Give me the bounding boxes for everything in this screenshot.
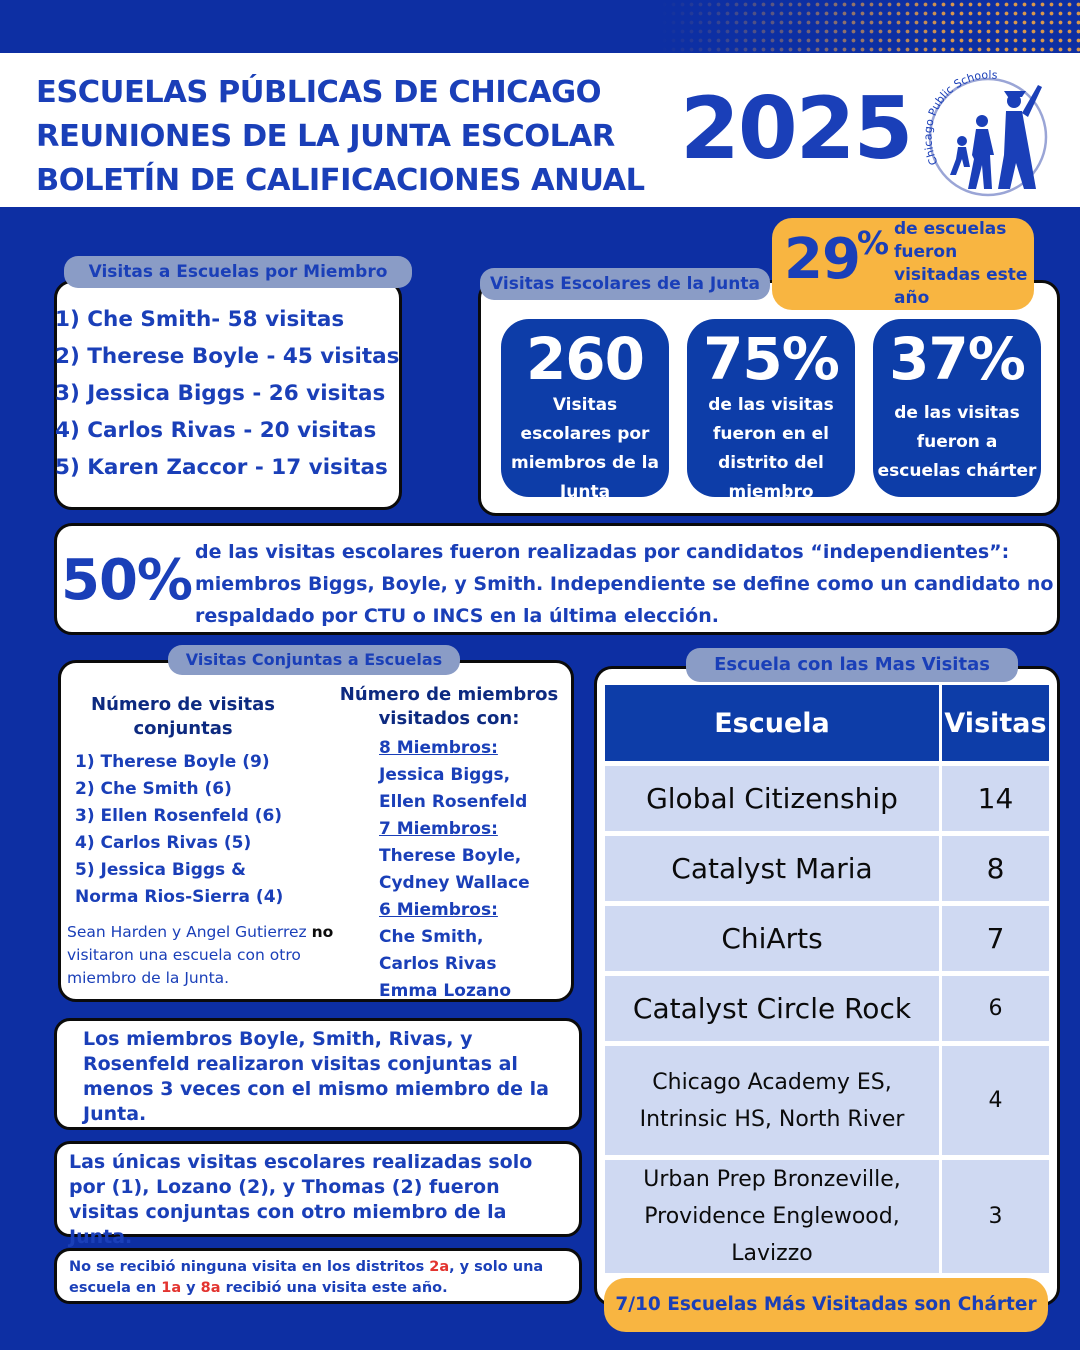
list-item: Therese Boyle, bbox=[379, 846, 522, 866]
joint-members-header: Número de miembros visitados con: bbox=[339, 684, 559, 729]
list-item: Carlos Rivas bbox=[379, 954, 497, 974]
note-box-1: Los miembros Boyle, Smith, Rivas, y Rosenfeld realizaron visitas conjuntas al menos 3 veces con el mismo miembro de la Junta. bbox=[54, 1018, 582, 1130]
dot-pattern bbox=[660, 0, 1080, 53]
header bbox=[0, 53, 1080, 207]
table-row bbox=[605, 831, 1049, 901]
top-band bbox=[0, 0, 1080, 53]
list-item: 4) Carlos Rivas (5) bbox=[75, 833, 252, 853]
school-cell: Urban Prep Bronzeville, Providence Englewood, Lavizzo bbox=[605, 1155, 939, 1273]
list-item: 4) Carlos Rivas - 20 visitas bbox=[55, 418, 377, 443]
list-item: Emma Lozano bbox=[379, 981, 512, 1001]
list-item: 2) Che Smith (6) bbox=[75, 779, 232, 799]
no-joint-note bbox=[67, 921, 367, 990]
stat-text: de las visitas fueron en el distrito del miembro bbox=[708, 395, 834, 502]
top-schools-box bbox=[594, 666, 1060, 1306]
title-line-2: REUNIONES DE LA JUNTA ESCOLAR bbox=[36, 119, 615, 154]
stat-value: 260 bbox=[525, 325, 645, 393]
visits-cell: 7 bbox=[939, 901, 1049, 971]
note3-g: recibió una visita este año. bbox=[220, 1280, 448, 1296]
independent-text: de las visitas escolares fueron realizadas por candidatos “independientes”: miembros Biggs, Boyle, y Smith. Independiente se define como un candidato no respaldado por CTU o INCS en la última elección. bbox=[195, 541, 1054, 627]
stat-card bbox=[687, 319, 855, 502]
joint-members-list bbox=[379, 735, 530, 1005]
member-visits-label: Visitas a Escuelas por Miembro bbox=[64, 256, 412, 288]
list-item: Cydney Wallace bbox=[379, 873, 530, 893]
cps-logo-icon bbox=[918, 63, 1058, 203]
table-row bbox=[605, 971, 1049, 1041]
list-item: 5) Karen Zaccor - 17 visitas bbox=[55, 455, 388, 480]
note3-a: No se recibió ninguna visita en los distritos bbox=[69, 1259, 430, 1275]
list-item: 3) Ellen Rosenfeld (6) bbox=[75, 806, 283, 826]
visits-cell: 3 bbox=[939, 1155, 1049, 1273]
note3-e: y bbox=[181, 1280, 201, 1296]
list-item: 5) Jessica Biggs & bbox=[75, 860, 246, 880]
list-item: 3) Jessica Biggs - 26 visitas bbox=[55, 381, 386, 406]
group-heading: 7 Miembros: bbox=[379, 819, 498, 839]
note-box-3 bbox=[54, 1248, 582, 1304]
badge-text: de escuelas fueron visitadas este año bbox=[894, 219, 1028, 308]
visits-cell: 4 bbox=[939, 1041, 1049, 1155]
district-1a: 1a bbox=[161, 1280, 182, 1296]
stat-card bbox=[873, 319, 1041, 497]
stat-value: 37% bbox=[889, 325, 1025, 393]
stat-value: 75% bbox=[703, 325, 839, 393]
list-item: 2) Therese Boyle - 45 visitas bbox=[55, 344, 400, 369]
badge-value: 29 bbox=[784, 227, 860, 292]
table-row bbox=[605, 1041, 1049, 1155]
board-visits-label: Visitas Escolares de la Junta bbox=[480, 268, 770, 300]
note-bold: no bbox=[311, 923, 334, 941]
school-cell: Global Citizenship bbox=[605, 761, 939, 831]
list-item: 1) Che Smith- 58 visitas bbox=[55, 307, 345, 332]
badge-percent: % bbox=[857, 224, 890, 262]
member-visits-box bbox=[54, 280, 402, 510]
top-schools-table bbox=[605, 685, 1049, 1273]
stat-text: Visitas escolares por miembros de la Junta bbox=[511, 395, 659, 502]
group-heading: 6 Miembros: bbox=[379, 900, 498, 920]
member-visits-list bbox=[55, 283, 399, 486]
charter-badge: 7/10 Escuelas Más Visitadas son Chárter bbox=[604, 1278, 1048, 1332]
top-schools-label: Escuela con las Mas Visitas bbox=[686, 648, 1018, 682]
table-header-row bbox=[605, 685, 1049, 761]
board-visits-box bbox=[478, 280, 1060, 516]
independent-box bbox=[54, 523, 1060, 635]
visits-cell: 8 bbox=[939, 831, 1049, 901]
list-item: Jessica Biggs, bbox=[379, 765, 511, 785]
title-line-3: BOLETÍN DE CALIFICACIONES ANUAL bbox=[36, 163, 645, 198]
visits-column-header: Visitas bbox=[939, 685, 1049, 761]
stat-text: de las visitas fueron a escuelas chárter bbox=[877, 403, 1037, 481]
year: 2025 bbox=[680, 79, 912, 179]
note-post: visitaron una escuela con otro miembro de la Junta. bbox=[67, 946, 301, 987]
joint-visits-label: Visitas Conjuntas a Escuelas bbox=[168, 645, 460, 675]
list-item: Norma Rios-Sierra (4) bbox=[75, 887, 284, 907]
list-item: Che Smith, bbox=[379, 927, 484, 947]
district-8a: 8a bbox=[200, 1280, 221, 1296]
school-cell: Catalyst Circle Rock bbox=[605, 971, 939, 1041]
school-cell: ChiArts bbox=[605, 901, 939, 971]
list-item: Ellen Rosenfeld bbox=[379, 792, 528, 812]
logo-text: Chicago Public Schools bbox=[921, 68, 998, 168]
school-cell: Catalyst Maria bbox=[605, 831, 939, 901]
note3-c: , y solo una escuela en bbox=[69, 1259, 544, 1296]
title-line-1: ESCUELAS PÚBLICAS DE CHICAGO bbox=[36, 75, 602, 110]
district-2a: 2a bbox=[429, 1259, 450, 1275]
joint-visits-box bbox=[58, 660, 574, 1002]
page-title bbox=[36, 71, 645, 203]
joint-count-header: Número de visitas conjuntas bbox=[91, 694, 275, 739]
school-cell: Chicago Academy ES, Intrinsic HS, North River bbox=[605, 1041, 939, 1155]
group-heading: 8 Miembros: bbox=[379, 738, 498, 758]
table-row bbox=[605, 1155, 1049, 1273]
list-item: 1) Therese Boyle (9) bbox=[75, 752, 270, 772]
visits-cell: 14 bbox=[939, 761, 1049, 831]
stat-card bbox=[501, 319, 669, 502]
table-row bbox=[605, 761, 1049, 831]
joint-count-list bbox=[75, 749, 283, 911]
schools-visited-badge bbox=[772, 218, 1034, 310]
table-row bbox=[605, 901, 1049, 971]
note-pre: Sean Harden y Angel Gutierrez bbox=[67, 923, 312, 941]
school-column-header: Escuela bbox=[605, 685, 939, 761]
independent-value: 50% bbox=[61, 548, 193, 613]
note-box-2: Las únicas visitas escolares realizadas solo por (1), Lozano (2), y Thomas (2) fueron visitas conjuntas con otro miembro de la Junta. bbox=[54, 1141, 582, 1237]
visits-cell: 6 bbox=[939, 971, 1049, 1041]
